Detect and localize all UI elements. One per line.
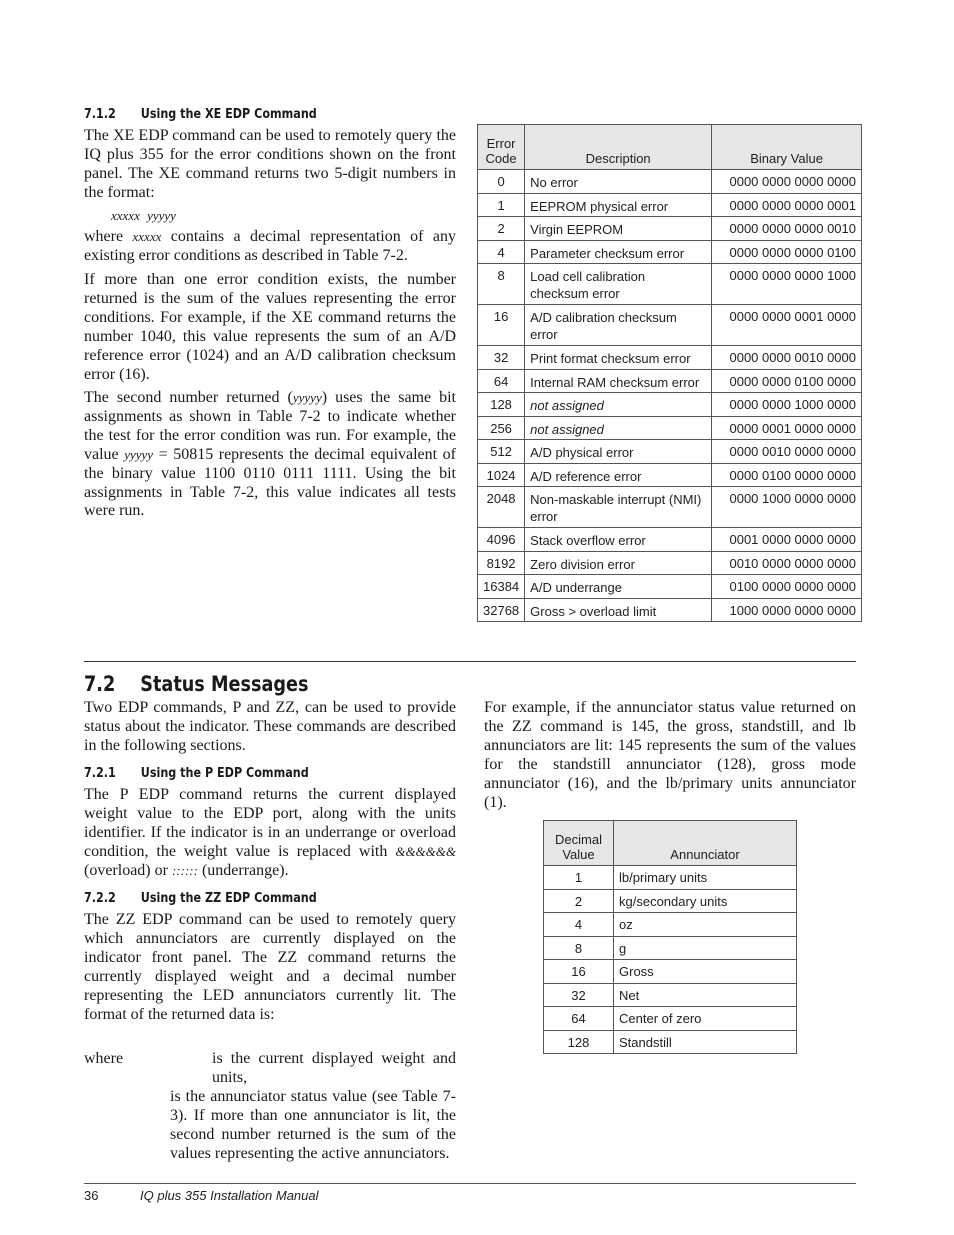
- table-row: [544, 889, 797, 913]
- binary-value-cell: 0000 0000 0010 0000: [712, 346, 862, 370]
- error-code-cell: 1: [478, 193, 525, 217]
- section-divider: [84, 661, 856, 662]
- description-cell: Print format checksum error: [525, 346, 712, 370]
- binary-value-cell: 0000 0000 0001 0000: [712, 305, 862, 346]
- binary-value-cell: 0000 0010 0000 0000: [712, 440, 862, 464]
- error-code-cell: 32768: [478, 598, 525, 622]
- page-number: 36: [84, 1188, 99, 1203]
- overload-symbol: &&&&&&: [395, 843, 456, 859]
- binary-value-cell: 0000 0000 0000 1000: [712, 264, 862, 305]
- zz-line-1: [84, 1050, 456, 1088]
- xe-format: xxxxx yyyyy: [111, 208, 176, 223]
- annunciator-cell: lb/primary units: [614, 866, 797, 890]
- section-title: Using the XE EDP Command: [140, 107, 317, 122]
- binary-value-cell: 0000 0000 0000 0100: [712, 240, 862, 264]
- table-row: [478, 240, 862, 264]
- status-intro: Two EDP commands, P and ZZ, can be used to provide status about the indicator. These commands are described in the following sections.: [84, 699, 456, 754]
- error-code-cell: 4096: [478, 528, 525, 552]
- table-row: [478, 551, 862, 575]
- error-code-cell: 16384: [478, 575, 525, 599]
- binary-value-cell: 0000 0001 0000 0000: [712, 416, 862, 440]
- description-cell: Virgin EEPROM: [525, 217, 712, 241]
- binary-value-cell: 1000 0000 0000 0000: [712, 598, 862, 622]
- xe-paragraph-3: If more than one error condition exists, the number returned is the sum of the values representing the error conditions. For example, if the XE command returns the number 1040, this value represents the sum of an A/D reference error (1024) and an A/D calibration checksum error (16).: [84, 271, 456, 383]
- table-row: [478, 598, 862, 622]
- decimal-value-cell: 1: [544, 866, 614, 890]
- binary-value-cell: 0000 0000 0000 0010: [712, 217, 862, 241]
- binary-value-cell: 0000 0000 0100 0000: [712, 369, 862, 393]
- error-code-cell: 2048: [478, 487, 525, 528]
- zz-command-paragraph-2: [84, 1050, 456, 1163]
- error-code-cell: 1024: [478, 463, 525, 487]
- error-code-table: [477, 124, 862, 622]
- table-row: [478, 416, 862, 440]
- section-722-heading: [84, 891, 317, 906]
- section-721-heading: [84, 766, 309, 781]
- decimal-value-cell: 16: [544, 960, 614, 984]
- xe-p4-b: ) uses the same bit assignments as shown in Table 7-2 to indicate whether the test for the error condition was run. For example, the value: [84, 389, 456, 463]
- description-cell: A/D calibration checksum error: [525, 305, 712, 346]
- error-code-cell: 512: [478, 440, 525, 464]
- decimal-value-cell: 128: [544, 1030, 614, 1054]
- binary-value-cell: 0000 1000 0000 0000: [712, 487, 862, 528]
- table-row: [544, 960, 797, 984]
- description-cell: No error: [525, 170, 712, 194]
- annunciator-cell: Gross: [614, 960, 797, 984]
- binary-value-cell: 0000 0100 0000 0000: [712, 463, 862, 487]
- table-row: [478, 575, 862, 599]
- xe-p4-a: The second number returned (: [84, 389, 293, 406]
- annunciator-cell: Standstill: [614, 1030, 797, 1054]
- table-row: [478, 305, 862, 346]
- annunciator-table-body: [544, 866, 797, 1054]
- p-cmd-end: (underrange).: [197, 861, 289, 879]
- table-row: [478, 369, 862, 393]
- table-row: [544, 1030, 797, 1054]
- decimal-value-cell: 32: [544, 983, 614, 1007]
- underrange-symbol: ::::::: [171, 862, 198, 878]
- error-code-cell: 128: [478, 393, 525, 417]
- description-cell: Non-maskable interrupt (NMI) error: [525, 487, 712, 528]
- table-row: [544, 1007, 797, 1031]
- header-decimal-value: Decimal Value: [544, 821, 614, 866]
- annunciator-table: [543, 820, 797, 1054]
- table-row: [478, 393, 862, 417]
- decimal-value-cell: 4: [544, 913, 614, 937]
- xe-p4-var1: yyyyy: [292, 390, 322, 405]
- error-code-table-body: [478, 170, 862, 622]
- header-description: Description: [525, 125, 712, 170]
- zz-command-paragraph-1: The ZZ EDP command can be used to remotely query which annunciators are currently displayed on the indicator front panel. The ZZ command returns the currently displayed weight and a decimal number representing the LED annunciators currently lit. The format of the returned data is:: [84, 911, 456, 1023]
- xe-paragraph-1: The XE EDP command can be used to remotely query the IQ plus 355 for the error conditions shown on the front panel. The XE command returns two 5-digit numbers in the format:: [84, 127, 456, 201]
- binary-value-cell: 0001 0000 0000 0000: [712, 528, 862, 552]
- decimal-value-cell: 2: [544, 889, 614, 913]
- zz-line-2: [84, 1088, 456, 1164]
- annunciator-cell: g: [614, 936, 797, 960]
- xe-paragraph-2: [84, 228, 456, 266]
- description-cell: Parameter checksum error: [525, 240, 712, 264]
- section-number: 7.1.2: [84, 107, 116, 122]
- error-code-cell: 16: [478, 305, 525, 346]
- error-code-cell: 8: [478, 264, 525, 305]
- p-cmd-mid: (overload) or: [84, 861, 172, 879]
- xe-p4-var2: yyyyy: [124, 446, 154, 462]
- description-cell: A/D underrange: [525, 575, 712, 599]
- header-annunciator: Annunciator: [614, 821, 797, 866]
- binary-value-cell: 0010 0000 0000 0000: [712, 551, 862, 575]
- xe-p2-post: contains a decimal representation of any existing error conditions as described in Table 7-2.: [84, 228, 456, 264]
- section-title: Using the P EDP Command: [140, 766, 309, 781]
- table-row: [478, 264, 862, 305]
- table-row: [478, 346, 862, 370]
- p-command-paragraph: [84, 786, 456, 881]
- table-row: [478, 217, 862, 241]
- section-72-heading: [84, 672, 308, 696]
- annunciator-cell: Net: [614, 983, 797, 1007]
- xe-p4-c: = 50815 represents the decimal equivalent of the binary value 1100 0110 0111 1111. Using the bit assignments in Table 7-2, this value indicates all tests were run.: [84, 445, 456, 520]
- decimal-value-cell: 64: [544, 1007, 614, 1031]
- binary-value-cell: 0000 0000 1000 0000: [712, 393, 862, 417]
- table-row: [478, 528, 862, 552]
- table-row: [478, 463, 862, 487]
- section-number: 7.2: [84, 672, 116, 696]
- table-row: [544, 936, 797, 960]
- decimal-value-cell: 8: [544, 936, 614, 960]
- error-code-cell: 8192: [478, 551, 525, 575]
- annunciator-cell: kg/secondary units: [614, 889, 797, 913]
- zz-p2-gap: [84, 1088, 170, 1164]
- section-number: 7.2.2: [84, 891, 116, 906]
- zz-p2-b: is the current displayed weight and units,: [212, 1050, 456, 1086]
- xe-p2-pre: where: [84, 228, 133, 245]
- header-binary-value: Binary Value: [712, 125, 862, 170]
- description-cell: Stack overflow error: [525, 528, 712, 552]
- table-row: [544, 913, 797, 937]
- table-row: [478, 440, 862, 464]
- error-code-cell: 256: [478, 416, 525, 440]
- binary-value-cell: 0100 0000 0000 0000: [712, 575, 862, 599]
- description-cell: A/D physical error: [525, 440, 712, 464]
- footer-rule: [84, 1183, 856, 1184]
- error-code-cell: 0: [478, 170, 525, 194]
- description-cell: Gross > overload limit: [525, 598, 712, 622]
- annunciator-cell: oz: [614, 913, 797, 937]
- p-cmd-text: The P EDP command returns the current displayed weight value to the EDP port, along with the units identifier. If the indicator is in an underrange or overload condition, the weight value is replaced with: [84, 786, 456, 860]
- description-cell: not assigned: [525, 393, 712, 417]
- binary-value-cell: 0000 0000 0000 0001: [712, 193, 862, 217]
- header-error-code: Error Code: [478, 125, 525, 170]
- manual-title: IQ plus 355 Installation Manual: [140, 1188, 319, 1203]
- annunciator-example: For example, if the annunciator status value returned on the ZZ command is 145, the gross, standstill, and lb annunciators are lit: 145 represents the sum of the values for the standstill annunciator (128), gross mode annunciator (16), and the lb/primary units annunciator (1).: [484, 699, 856, 811]
- section-title: Status Messages: [140, 672, 309, 696]
- table-row: [544, 983, 797, 1007]
- table-row: [544, 866, 797, 890]
- table-row: [478, 193, 862, 217]
- xe-paragraph-4: [84, 389, 456, 521]
- table-row: [478, 487, 862, 528]
- annunciator-cell: Center of zero: [614, 1007, 797, 1031]
- xe-p2-var: xxxxx: [132, 229, 162, 244]
- error-code-cell: 4: [478, 240, 525, 264]
- description-cell: EEPROM physical error: [525, 193, 712, 217]
- description-cell: A/D reference error: [525, 463, 712, 487]
- error-code-cell: 32: [478, 346, 525, 370]
- description-cell: Load cell calibration checksum error: [525, 264, 712, 305]
- zz-p2-a: where: [84, 1050, 124, 1067]
- description-cell: Zero division error: [525, 551, 712, 575]
- binary-value-cell: 0000 0000 0000 0000: [712, 170, 862, 194]
- section-number: 7.2.1: [84, 766, 116, 781]
- section-712-heading: [84, 107, 317, 122]
- description-cell: Internal RAM checksum error: [525, 369, 712, 393]
- error-code-cell: 64: [478, 369, 525, 393]
- table-row: [478, 170, 862, 194]
- error-code-cell: 2: [478, 217, 525, 241]
- zz-p2-c: is the annunciator status value (see Table 7-3). If more than one annunciator is lit, the second number returned is the sum of the values representing the active annunciators.: [170, 1087, 456, 1162]
- description-cell: not assigned: [525, 416, 712, 440]
- section-title: Using the ZZ EDP Command: [140, 891, 317, 906]
